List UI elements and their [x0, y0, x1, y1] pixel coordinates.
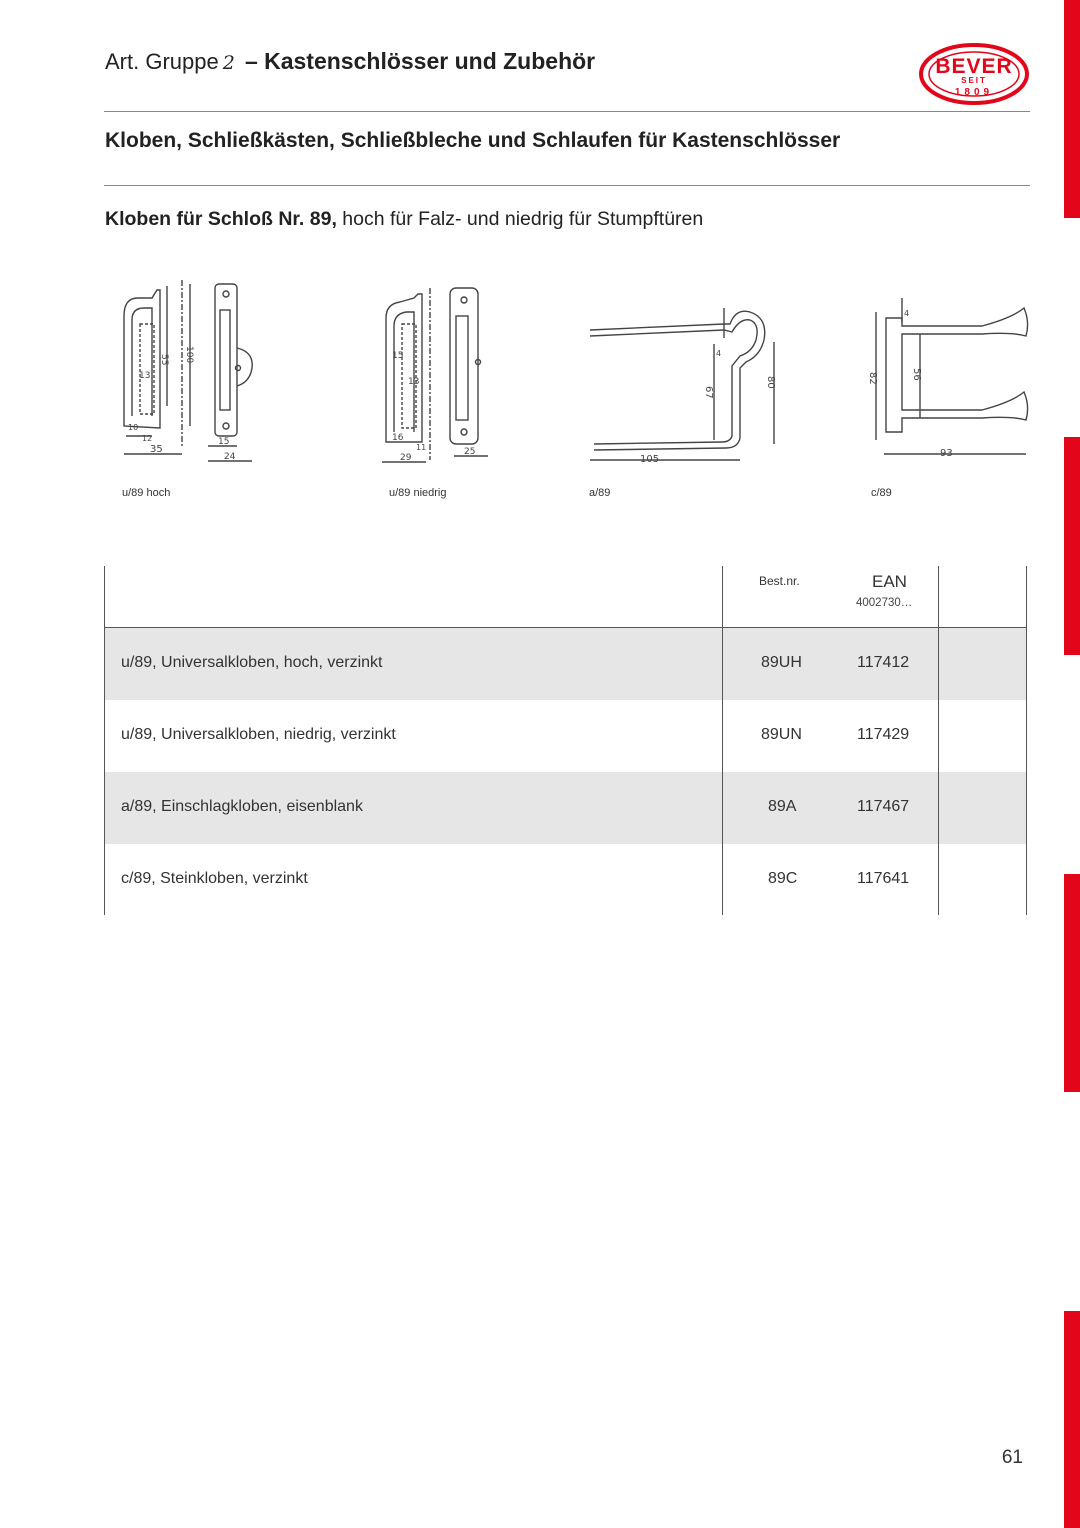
table-border-right [1026, 566, 1027, 915]
edge-tab-3 [1064, 874, 1080, 1092]
technical-drawing-c89 [862, 292, 1032, 468]
logo-brand: BEVER [935, 55, 1013, 78]
edge-tab-2 [1064, 437, 1080, 655]
group-number: 2 [222, 52, 235, 74]
dim-label: 10 [128, 423, 139, 432]
dim-label: 93 [940, 448, 953, 459]
dim-label: 67 [703, 386, 714, 399]
technical-drawing-a89 [584, 298, 796, 468]
row-description: u/89, Universalkloben, niedrig, verzinkt [121, 726, 396, 743]
column-header-best-nr: Best.nr. [759, 574, 800, 588]
dim-label: 25 [464, 447, 476, 457]
dim-label: 12 [142, 434, 153, 443]
bever-logo [918, 42, 1030, 106]
technical-drawing-u89-niedrig [378, 282, 498, 468]
logo-since: SEIT [961, 76, 987, 85]
edge-tab-1 [1064, 0, 1080, 218]
dim-label: 24 [224, 452, 236, 462]
subheading-text: hoch für Falz- und niedrig für Stumpftüren [342, 208, 704, 230]
column-header-ean: EAN [872, 572, 907, 591]
dim-label: 4 [716, 349, 722, 358]
dim-label: 29 [400, 453, 412, 463]
dim-label: 15 [392, 351, 404, 361]
dim-label: 35 [150, 444, 163, 455]
row-ean: 117641 [857, 870, 910, 887]
page-number: 61 [1001, 1447, 1023, 1468]
dim-label: 13 [408, 377, 420, 387]
table-border-left [104, 566, 105, 915]
ean-prefix: 4002730… [856, 597, 913, 609]
dim-label: 16 [392, 433, 404, 443]
logo-year: 1809 [954, 87, 994, 98]
group-prefix: Art. Gruppe [105, 49, 219, 74]
section-divider [104, 185, 1030, 186]
row-best-nr: 89UN [761, 726, 802, 743]
caption-c89: c/89 [871, 487, 892, 499]
row-ean: 117429 [857, 726, 910, 743]
group-title: – Kastenschlösser und Zubehör [244, 48, 596, 74]
dim-label: 105 [640, 454, 660, 465]
table-divider-best [722, 566, 723, 915]
caption-u89-niedrig: u/89 niedrig [389, 487, 447, 499]
row-description: a/89, Einschlagkloben, eisenblank [121, 798, 363, 815]
dim-label: 13 [139, 371, 151, 381]
edge-tab-4 [1064, 1311, 1080, 1528]
section-title: Kloben, Schließkästen, Schließbleche und Schlaufen für Kastenschlösser [105, 129, 841, 152]
product-subheading [105, 208, 703, 231]
dim-label: 80 [765, 376, 776, 389]
row-description: u/89, Universalkloben, hoch, verzinkt [121, 654, 383, 671]
caption-a89: a/89 [589, 487, 611, 499]
dim-label: 56 [911, 368, 922, 381]
dim-label: 55 [159, 354, 169, 366]
dim-label: 100 [184, 346, 194, 364]
row-best-nr: 89C [768, 870, 798, 887]
dim-label: 4 [904, 309, 910, 318]
caption-u89-hoch: u/89 hoch [122, 487, 171, 499]
product-table [104, 566, 1027, 915]
row-ean: 117467 [857, 798, 910, 815]
row-best-nr: 89A [768, 798, 797, 815]
technical-drawing-u89-hoch [112, 276, 260, 468]
row-best-nr: 89UH [761, 654, 802, 671]
dim-label: 11 [416, 443, 427, 452]
table-divider-ean [938, 566, 939, 915]
row-description: c/89, Steinkloben, verzinkt [121, 870, 308, 887]
table-header-rule [104, 627, 1027, 628]
row-ean: 117412 [857, 654, 910, 671]
dim-label: 15 [218, 437, 230, 447]
dim-label: 82 [867, 372, 878, 385]
subheading-bold: Kloben für Schloß Nr. 89, [105, 208, 337, 230]
header-divider [104, 111, 1030, 112]
article-group-heading [105, 48, 595, 75]
